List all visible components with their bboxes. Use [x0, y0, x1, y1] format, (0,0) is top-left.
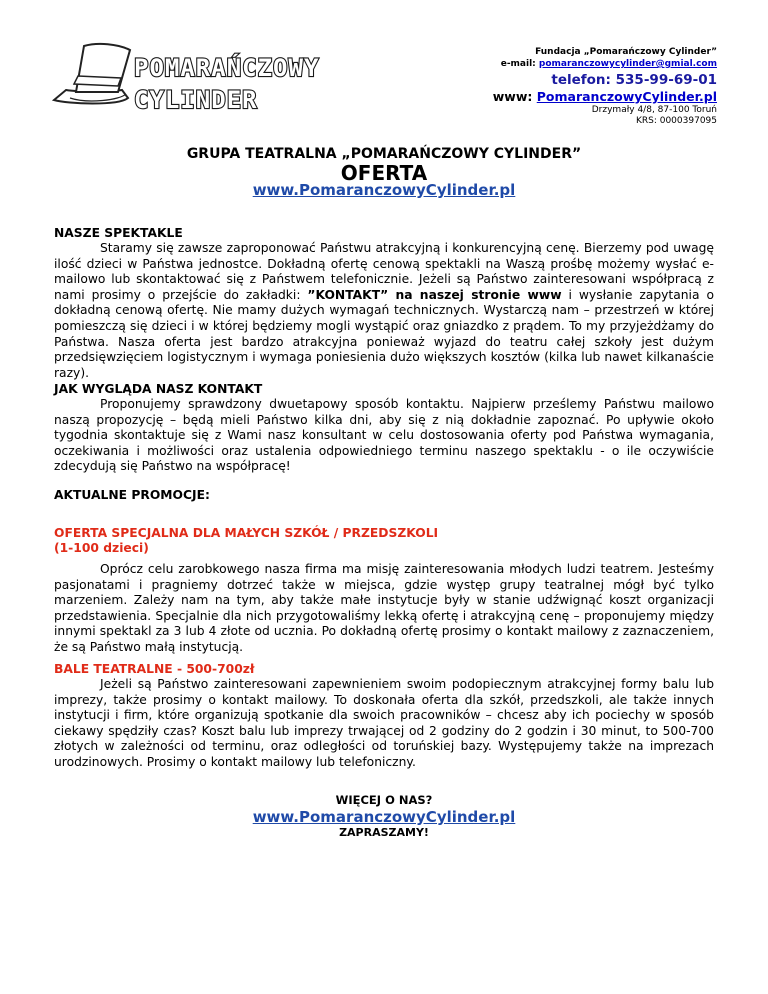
more-about-us: WIĘCEJ O NAS? [335, 793, 433, 807]
invite: ZAPRASZAMY! [339, 826, 429, 839]
spektakle-text-b: i wysłanie zapytania o dokładną cenową ofertę. Nie mamy dużych wymagań technicznych. Wystarczą nam – przestrzeń w której pomieszczą się dzieci i w której będziemy mogli wystąpić oraz gniazdko z prądem. To my przyjeżdżamy do Państwa. Nasza oferta jest bardzo atrakcyjna ponieważ wyjazd do teatru całej szkoły jest dużym przedsięwzięciem logistycznym i wymaga poniesienia dużo większych kosztów (kilka lub nawet kilkanaście razy). [54, 287, 714, 380]
kontakt-text [54, 397, 714, 475]
contact-block [493, 46, 717, 127]
phone: telefon: 535-99-69-01 [551, 72, 717, 88]
bale-heading: BALE TEATRALNE - 500-700zł [54, 662, 255, 676]
www-line [493, 89, 717, 105]
footer-url-link[interactable]: www.PomaranczowyCylinder.pl [252, 808, 516, 826]
bale-paragraph: Jeżeli są Państwo zainteresowani zapewnieniem swoim podopiecznym atrakcyjnej formy balu lub imprezy, także prosimy o kontakt mailowy. To doskonała oferta dla szkół, przedszkoli, ale także innych instytucji i firm, które organizują spotkanie dla swoich pracowników – chcesz aby ich pociechy w sposób ciekawy spędziły czas? Koszt balu lub imprezy trwającej od 2 godziny do 2 godzin i 30 minut, to 500-700 złotych w zależności od terminu, oraz odległości od toruńskiej bazy. Występujemy także na imprezach urodzinowych. Prosimy o kontakt mailowy lub telefoniczny. [54, 677, 714, 769]
krs: KRS: 0000397095 [635, 116, 717, 126]
oferta-specjalna-paragraph: Oprócz celu zarobkowego nasza firma ma misję zainteresowania młodych ludzi teatrem. Jesteśmy pasjonatami i pragniemy dotrzeć także w miejsca, gdzie występ grupy teatralnej mógł być tylko marzeniem. Zależy nam na tym, aby także małe instytucje były w stanie udźwignąć koszt organizacji przedstawienia. Specjalnie dla nich przygotowaliśmy lekką ofertę i atrakcyjną cenę – proponujemy między innymi spektakl za 3 lub 4 złote od ucznia. Po dokładną ofertę prosimy o kontakt mailowy z zaznaczeniem, że są Państwo małą instytucją. [54, 562, 714, 654]
offer-title: OFERTA [340, 161, 428, 185]
org-name: Fundacja „Pomarańczowy Cylinder” [535, 47, 717, 57]
oferta-specjalna-text [54, 562, 714, 656]
spektakle-text-a: Staramy się zawsze zaproponować Państwu atrakcyjną i konkurencyjną cenę. Bierzemy pod uwagę ilość dzieci w Państwa jednostce. Dokładną ofertę cenową spektakli na Waszą prośbę możemy wysłać e-mailowo lub skontaktować się z Państwem telefonicznie. Jeżeli są Państwo zainteresowani współpracą z nami prosimy o przejście do zakładki: [54, 241, 714, 302]
address: Drzymały 4/8, 87-100 Toruń [591, 105, 717, 115]
group-title: GRUPA TEATRALNA „POMARAŃCZOWY CYLINDER” [186, 146, 582, 162]
kontakt-heading: JAK WYGLĄDA NASZ KONTAKT [54, 382, 263, 396]
oferta-specjalna-heading: OFERTA SPECJALNA DLA MAŁYCH SZKÓŁ / PRZEDSZKOLI [54, 526, 439, 540]
bale-text [54, 677, 714, 771]
email-link[interactable]: pomaranczowycylinder@gmial.com [538, 59, 717, 69]
spektakle-text [54, 241, 714, 381]
promocje-heading: AKTUALNE PROMOCJE: [54, 488, 210, 502]
logo-line2: CYLINDER [134, 86, 258, 114]
email-line [493, 58, 717, 71]
kontakt-paragraph: Proponujemy sprawdzony dwuetapowy sposób kontaktu. Najpierw prześlemy Państwu mailowo naszą propozycję – będą mieli Państwo kilka dni, aby się z nią dokładnie zapoznać. Po upływie około tygodnia skontaktuje się z Wami nasz konsultant w celu dostosowania oferty pod Państwa wymagania, oczekiwania i możliwości oraz ustalenia odpowiedniego terminu naszego spektaklu - o ile oczywiście zdecydują się Państwo na współpracę! [54, 397, 714, 474]
logo-wordmark [132, 50, 392, 118]
logo [48, 40, 388, 120]
www-label: www: [492, 89, 533, 104]
title-url-link[interactable]: www.PomaranczowyCylinder.pl [252, 181, 516, 199]
email-label: e-mail: [500, 59, 536, 69]
spektakle-heading: NASZE SPEKTAKLE [54, 226, 183, 240]
www-link[interactable]: PomaranczowyCylinder.pl [536, 89, 717, 104]
logo-line1: POMARAŃCZOWY [134, 54, 320, 82]
oferta-specjalna-subheading: (1-100 dzieci) [54, 541, 149, 555]
spektakle-text-bold: ”KONTAKT” na naszej stronie www [307, 287, 562, 302]
